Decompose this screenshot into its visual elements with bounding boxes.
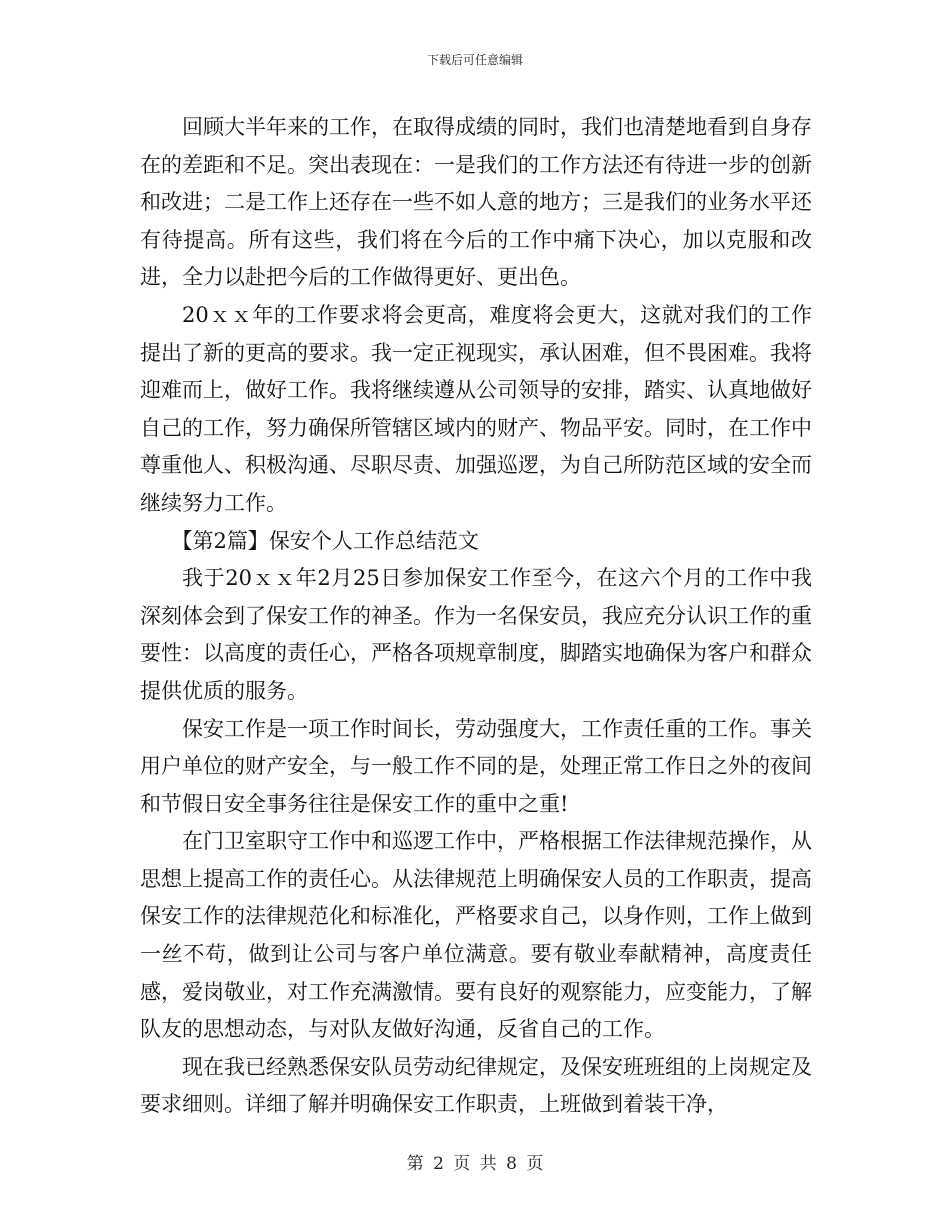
page-number-footer: 第 2 页 共 8 页 <box>406 1154 544 1174</box>
section-heading: 【第2篇】保安个人工作总结范文 <box>171 528 479 553</box>
body-paragraph-1: 回顾大半年来的工作，在取得成绩的同时，我们也清楚地看到自身存在的差距和不足。突出表现在：一是我们的工作方法还有待进一步的创新和改进；二是工作上还存在一些不如人意的地方；三是我们的业务水平还有待提高。所有这些，我们将在今后的工作中痛下决心，加以克服和改进，全力以赴把今后的工作做得更好、更出色。 <box>140 115 812 290</box>
document-body <box>140 109 812 1124</box>
section-paragraph-4: 现在我已经熟悉保安队员劳动纪律规定，及保安班班组的上岗规定及要求细则。详细了解并明确保安工作职责，上班做到着装干净， <box>140 1054 812 1117</box>
section-paragraph-3: 在门卫室职守工作中和巡逻工作中，严格根据工作法律规范操作，从思想上提高工作的责任心。从法律规范上明确保安人员的工作职责，提高保安工作的法律规范化和标准化，严格要求自己，以身作则，工作上做到一丝不苟，做到让公司与客户单位满意。要有敬业奉献精神，高度责任感，爱岗敬业，对工作充满激情。要有良好的观察能力，应变能力，了解队友的思想动态，与对队友做好沟通，反省自己的工作。 <box>140 829 812 1042</box>
header-note: 下载后可任意编辑 <box>426 53 523 67</box>
section-paragraph-1: 我于20ｘｘ年2月25日参加保安工作至今，在这六个月的工作中我深刻体会到了保安工作的神圣。作为一名保安员，我应充分认识工作的重要性：以高度的责任心，严格各项规章制度，脚踏实地确保为客户和群众提供优质的服务。 <box>140 566 812 703</box>
body-paragraph-2: 20ｘｘ年的工作要求将会更高，难度将会更大，这就对我们的工作提出了新的更高的要求。我一定正视现实，承认困难，但不畏困难。我将迎难而上，做好工作。我将继续遵从公司领导的安排，踏实、认真地做好自己的工作，努力确保所管辖区域内的财产、物品平安。同时，在工作中尊重他人、积极沟通、尽职尽责、加强巡逻，为自己所防范区域的安全而继续努力工作。 <box>140 302 812 515</box>
section-paragraph-2: 保安工作是一项工作时间长，劳动强度大，工作责任重的工作。事关用户单位的财产安全，与一般工作不同的是，处理正常工作日之外的夜间和节假日安全事务往往是保安工作的重中之重! <box>140 716 812 816</box>
